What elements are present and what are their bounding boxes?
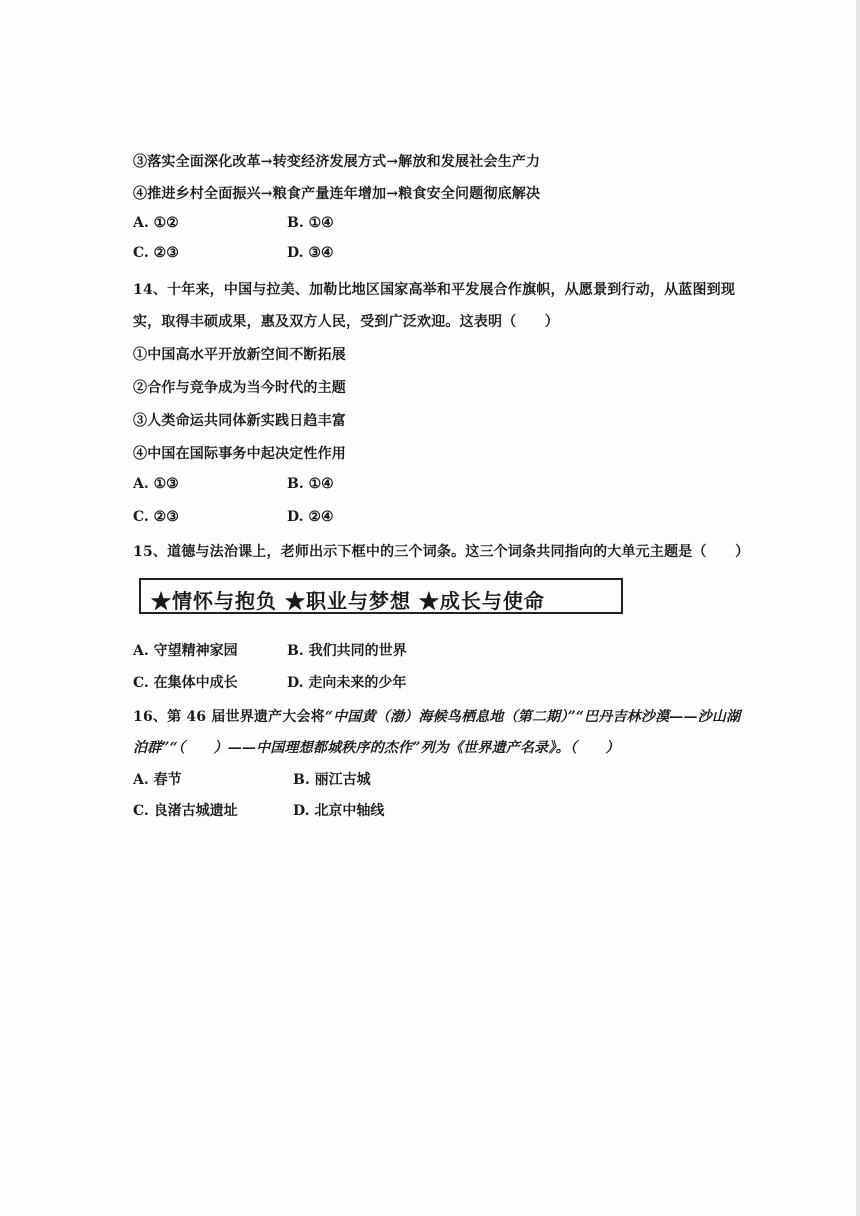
q16-stem-line-1-quote: “中国黄（渤）海候鸟栖息地（第二期）”“巴丹吉林沙漠——沙山湖 — [324, 709, 741, 725]
q15-frame-text: ★情怀与抱负 ★职业与梦想 ★成长与使命 — [151, 589, 545, 613]
q14-option-c: C. ②③ — [133, 509, 179, 525]
q13-option-a: A. ①② — [133, 215, 179, 231]
q16-option-d: D. 北京中轴线 — [293, 803, 385, 819]
q16-stem-line-1 — [133, 706, 740, 726]
q14-stem-line-1: 14、十年来，中国与拉美、加勒比地区国家高举和平发展合作旗帜，从愿景到行动，从蓝图到现 — [133, 282, 736, 298]
q14-option-b: B. ①④ — [287, 476, 334, 492]
q15-option-d: D. 走向未来的少年 — [287, 675, 407, 691]
q14-item-1: ①中国高水平开放新空间不断拓展 — [133, 347, 346, 363]
q15-stem: 15、道德与法治课上，老师出示下框中的三个词条。这三个词条共同指向的大单元主题是（ ） — [133, 544, 750, 560]
q16-option-b: B. 丽江古城 — [293, 772, 371, 788]
q14-item-3: ③人类命运共同体新实践日趋丰富 — [133, 413, 346, 429]
q13-option-c: C. ②③ — [133, 245, 179, 261]
q13-option-d: D. ③④ — [287, 245, 334, 261]
q14-option-d: D. ②④ — [287, 509, 334, 525]
scan-edge — [856, 0, 860, 1216]
q16-stem-line-2-end: ——中国理想都城秩序的杰作”列为《世界遗产名录》。（ ） — [227, 740, 620, 756]
q16-stem-line-2 — [133, 737, 620, 757]
q15-option-c: C. 在集体中成长 — [133, 675, 238, 691]
q14-item-2: ②合作与竞争成为当今时代的主题 — [133, 380, 346, 396]
q15-option-b: B. 我们共同的世界 — [287, 643, 407, 659]
q16-stem-line-1-start: 16、第 46 届世界遗产大会将 — [133, 709, 325, 725]
q13-option-b: B. ①④ — [287, 215, 334, 231]
q14-option-a: A. ①③ — [133, 476, 179, 492]
q13-item-4: ④推进乡村全面振兴→粮食产量连年增加→粮食安全问题彻底解决 — [133, 186, 541, 202]
q16-stem-line-2-start: 泊群”“（ ） — [133, 740, 228, 756]
q14-item-4: ④中国在国际事务中起决定性作用 — [133, 446, 346, 462]
q16-option-c: C. 良渚古城遗址 — [133, 803, 238, 819]
q15-option-a: A. 守望精神家园 — [133, 643, 238, 659]
q13-item-3: ③落实全面深化改革→转变经济发展方式→解放和发展社会生产力 — [133, 154, 541, 170]
q16-option-a: A. 春节 — [133, 772, 182, 788]
q14-stem-line-2: 实，取得丰硕成果，惠及双方人民，受到广泛欢迎。这表明（ ） — [133, 314, 559, 330]
q15-term-frame — [139, 578, 623, 614]
